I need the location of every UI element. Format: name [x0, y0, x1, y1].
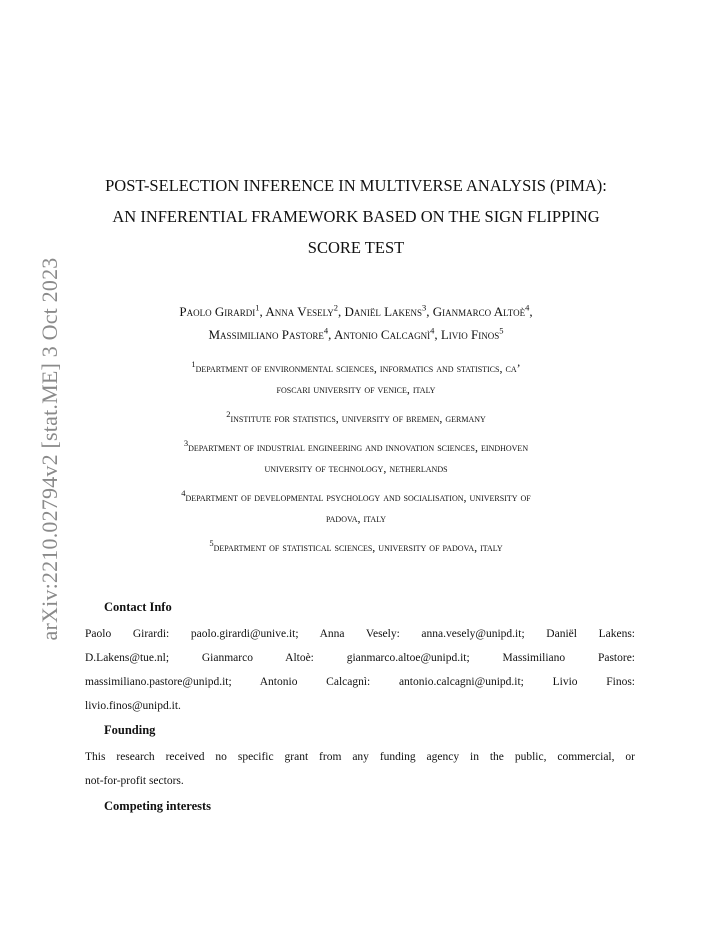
contact-line: Paolo Girardi: paolo.girardi@unive.it; Anna Vesely: anna.vesely@unipd.it; Daniël Lakens: — [85, 628, 635, 640]
author-affiliation-mark: 1 — [255, 302, 260, 313]
author-affiliation-mark: 4 — [525, 302, 530, 313]
author-affiliation-mark: 5 — [499, 325, 504, 336]
affiliation-2 — [80, 408, 632, 429]
affiliation-mark: 4 — [181, 488, 186, 498]
author-name: Gianmarco Altoè — [432, 304, 526, 319]
author-separator: , — [259, 304, 266, 319]
affiliation-line — [80, 487, 632, 508]
affiliation-mark: 1 — [191, 359, 196, 369]
arxiv-identifier-stamp: arXiv:2210.02794v2 [stat.ME] 3 Oct 2023 — [37, 257, 62, 641]
founding-line: not-for-profit sectors. — [85, 775, 184, 787]
author-name: Paolo Girardi — [179, 304, 256, 319]
affiliation-mark: 3 — [183, 438, 189, 448]
affiliation-text: department of statistical sciences, university of padova, italy — [213, 540, 503, 554]
affiliation-list — [80, 358, 632, 566]
author-line-1 — [80, 300, 632, 323]
affiliation-line: foscari university of venice, italy — [276, 382, 436, 396]
affiliation-line — [80, 358, 632, 379]
affiliation-line: university of technology, netherlands — [264, 461, 448, 475]
author-list — [80, 300, 632, 346]
author-affiliation-mark: 4 — [430, 325, 435, 336]
contact-line: livio.finos@unipd.it. — [85, 700, 181, 712]
author-affiliation-mark: 2 — [333, 302, 338, 313]
affiliation-line — [80, 408, 632, 429]
affiliation-4 — [80, 487, 632, 529]
author-name: Massimiliano Pastore — [208, 327, 324, 342]
title-line: POST-SELECTION INFERENCE IN MULTIVERSE ANALYSIS (PIMA): — [105, 176, 607, 195]
author-separator: , — [529, 304, 533, 319]
author-line-2 — [80, 323, 632, 346]
founding-heading: Founding — [104, 723, 156, 737]
author-separator: , — [434, 327, 441, 342]
author-separator: , — [328, 327, 334, 342]
affiliation-line — [80, 437, 632, 458]
affiliation-5 — [80, 537, 632, 558]
contact-line: massimiliano.pastore@unipd.it; Antonio Calcagnì: antonio.calcagni@unipd.it; Livio Finos: — [85, 676, 635, 688]
founding-line: This research received no specific grant from any funding agency in the public, commercial, or — [85, 751, 635, 763]
author-name: Antonio Calcagnì — [333, 327, 431, 342]
title-line: AN INFERENTIAL FRAMEWORK BASED ON THE SIGN FLIPPING — [112, 207, 600, 226]
affiliation-line — [80, 537, 632, 558]
affiliation-line: padova, italy — [325, 511, 387, 525]
affiliation-mark: 2 — [226, 409, 231, 419]
author-separator: , — [426, 304, 433, 319]
affiliation-text: institute for statistics, university of bremen, germany — [230, 411, 486, 425]
author-name: Daniël Lakens — [344, 304, 423, 319]
affiliation-text: department of environmental sciences, informatics and statistics, ca’ — [195, 361, 521, 375]
paper-title — [80, 170, 632, 263]
competing-interests-heading: Competing interests — [104, 799, 212, 813]
affiliation-text: department of industrial engineering and innovation sciences, eindhoven — [188, 440, 529, 454]
affiliation-3 — [80, 437, 632, 479]
contact-info-heading: Contact Info — [104, 600, 172, 614]
affiliation-1 — [80, 358, 632, 400]
author-affiliation-mark: 4 — [323, 325, 329, 336]
author-affiliation-mark: 3 — [422, 302, 427, 313]
author-name: Livio Finos — [440, 327, 500, 342]
affiliation-mark: 5 — [209, 538, 214, 548]
affiliation-text: department of developmental psychology and socialisation, university of — [185, 490, 531, 504]
author-name: Anna Vesely — [265, 304, 334, 319]
contact-info-text — [85, 622, 635, 718]
founding-text — [85, 745, 635, 793]
contact-line: D.Lakens@tue.nl; Gianmarco Altoè: gianmarco.altoe@unipd.it; Massimiliano Pastore: — [85, 652, 635, 664]
title-line: SCORE TEST — [307, 238, 405, 257]
author-separator: , — [337, 304, 345, 319]
